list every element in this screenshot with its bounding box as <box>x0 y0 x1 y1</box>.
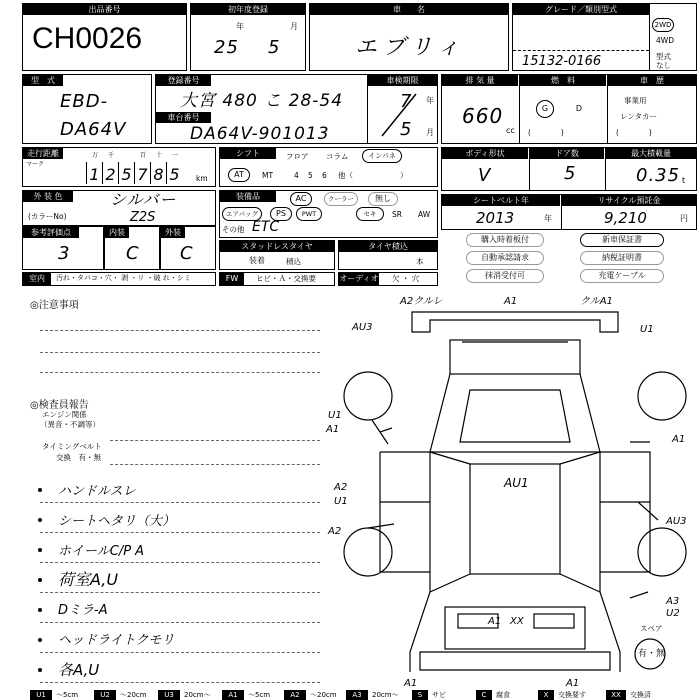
studless-load: 積込 <box>286 257 301 266</box>
spare-label: スペア <box>640 624 663 633</box>
legend-code: U3 <box>158 690 180 700</box>
equip-cooler: クーラー <box>324 192 358 206</box>
damage-note: U1 <box>328 410 342 421</box>
int-grade: C <box>126 243 140 264</box>
damage-note: A1 <box>672 434 686 445</box>
reg-no-label: 登録番号 <box>156 75 211 86</box>
first-reg-label: 初年度登録 <box>191 4 305 15</box>
grade-divider-h <box>513 50 649 51</box>
damage-note: U1 <box>640 324 654 335</box>
disp-label: 排 気 量 <box>442 75 518 86</box>
inspection-label: 車検期限 <box>368 75 437 86</box>
load-value: 0.35 <box>636 165 681 186</box>
load-label: 最大積載量 <box>606 148 696 159</box>
mileage-digit: 5 <box>166 162 182 184</box>
doc-pill-auto-approve: 自動承認請求 <box>466 251 544 265</box>
unit-ichi: 一 <box>172 152 179 159</box>
inspection-month-unit: 月 <box>426 128 434 137</box>
legend-desc: 20cm～ <box>372 691 399 699</box>
inspection-year: 7 <box>400 91 413 112</box>
spare-opts: 有・無 <box>638 649 666 659</box>
grade-label: グレード／類別型式 <box>513 4 649 15</box>
legend-code: A3 <box>346 690 368 700</box>
remark-bullet <box>38 488 42 492</box>
damage-note: AU3 <box>352 322 373 333</box>
equip-airbag: エアバッグ <box>222 207 262 221</box>
legend-code: U2 <box>94 690 116 700</box>
body-value: V <box>478 165 492 186</box>
report-line <box>40 682 320 683</box>
shift-4: 4 <box>294 171 299 180</box>
equip-label: 装備品 <box>220 191 276 202</box>
disp-value: 660 <box>462 104 504 128</box>
caution-title: ◎注意事項 <box>30 300 79 311</box>
unit-sen: 千 <box>108 152 115 159</box>
caution-line <box>40 352 320 353</box>
report-line <box>40 622 320 623</box>
doc-pill-cancel: 抹消受付可 <box>466 269 544 283</box>
remark: Dミラ-A <box>58 603 108 618</box>
legend-code: A1 <box>222 690 244 700</box>
shift-label: シフト <box>220 148 276 159</box>
damage-note: A2 <box>328 526 342 537</box>
shift-other-close: ） <box>400 171 408 180</box>
fuel-label: 燃 料 <box>520 75 606 86</box>
drive-4wd: 4WD <box>656 36 674 45</box>
drive-2wd: 2WD <box>652 18 674 32</box>
damage-note: A1 <box>326 424 340 435</box>
color-code: Z2S <box>130 210 156 225</box>
drive-none: 型式なし <box>656 52 671 70</box>
damage-note: A1 <box>488 616 502 627</box>
tire-load-value: 本 <box>416 257 424 266</box>
doors-label: ドア数 <box>530 148 604 159</box>
audio-opts: 欠 ・ 穴 <box>392 274 420 283</box>
seatbelt-unit: 年 <box>544 214 552 223</box>
fuel-g: G <box>536 100 554 118</box>
remark: ヘッドライトクモリ <box>58 633 175 648</box>
model-value-2: DA64V <box>60 119 127 140</box>
equip-ps: PS <box>270 207 292 221</box>
damage-note: A3 <box>666 596 680 607</box>
damage-note: A2 <box>334 482 348 493</box>
inspection-slash <box>378 90 418 140</box>
ref-grade-label: 参考評価点 <box>23 227 79 238</box>
recycle-label: リサイクル預託金 <box>562 195 696 206</box>
legend-desc: 交換済 <box>630 691 651 699</box>
seatbelt-value: 2013 <box>476 209 515 227</box>
interior-opts: 汚れ・タバコ・穴・ 剥 ・リ ・破 れ・シミ <box>56 274 191 282</box>
remark: シートヘタリ（大） <box>58 514 176 529</box>
equip-seki: セキ <box>356 207 384 221</box>
legend-code: U1 <box>30 690 52 700</box>
history-opt1: 事業用 <box>624 96 647 105</box>
equip-aw: AW <box>418 210 431 219</box>
shift-5: 5 <box>308 171 313 180</box>
fuel-paren: ( ) <box>528 128 564 137</box>
damage-note: AU1 <box>504 476 529 490</box>
unit-man: 万 <box>92 152 99 159</box>
unit-ju: 十 <box>156 152 163 159</box>
doc-pill-tax: 納税証明書 <box>580 251 664 265</box>
body-div2 <box>605 147 606 191</box>
ref-grade: 3 <box>58 243 71 264</box>
legend-desc: 20cm～ <box>184 691 211 699</box>
studless-mount: 装着 <box>249 256 265 265</box>
first-reg-month: 5 <box>268 37 281 58</box>
fw-opts: ヒビ・Ａ・交換要 <box>256 274 316 283</box>
inspector-title: ◎検査員報告 <box>30 400 89 411</box>
grade-value: 15132-0166 <box>522 54 602 69</box>
equip-ac: AC <box>290 192 312 206</box>
doc-pill-charge: 充電ケーブル <box>580 269 664 283</box>
color-value: シルバー <box>110 190 177 209</box>
chassis-value: DA64V-901013 <box>190 124 330 144</box>
remark-bullet <box>38 608 42 612</box>
model-value-1: EBD- <box>60 91 109 112</box>
report-line <box>40 562 320 563</box>
audio-label: オーディオ <box>339 274 379 283</box>
doors-value: 5 <box>564 163 577 184</box>
damage-note: U2 <box>666 608 680 619</box>
equip-none: 無し <box>368 192 398 206</box>
inspection-divider <box>367 74 368 144</box>
color-code-label: (カラーNo) <box>28 212 67 221</box>
first-reg-month-unit: 月 <box>290 22 298 31</box>
equip-pwt: PWT <box>296 207 322 221</box>
shift-floor: フロア <box>286 152 309 161</box>
inspection-year-unit: 年 <box>426 96 434 105</box>
first-reg-year-unit: 年 <box>236 22 244 31</box>
history-paren: ( ) <box>616 128 652 137</box>
legend-desc: 交換要す <box>558 691 586 699</box>
disp-unit: cc <box>506 126 515 135</box>
damage-note: XX <box>510 616 524 627</box>
timing-label: タイミングベルト <box>42 442 102 451</box>
mileage-digit: 1 <box>86 162 102 184</box>
tire-load-label: タイヤ積込 <box>339 241 437 252</box>
remark: ホイールC/P A <box>58 544 145 559</box>
studless-label: スタッドレスタイヤ <box>220 241 334 252</box>
car-name: エブリィ <box>355 35 466 60</box>
damage-note: A2クルレ <box>400 296 443 307</box>
legend-code: XX <box>606 690 626 700</box>
report-line <box>40 592 320 593</box>
legend-desc: ～5cm <box>248 691 271 699</box>
doc-pill-purchase: 購入時着板付 <box>466 233 544 247</box>
history-label: 車 歴 <box>608 75 696 86</box>
body-label: ボディ形状 <box>442 148 528 159</box>
disp-div2 <box>607 74 608 144</box>
seatbelt-label: シートベルト年 <box>442 195 560 206</box>
color-label: 外 装 色 <box>23 191 73 202</box>
legend-desc: 腐食 <box>496 691 510 699</box>
legend-code: X <box>538 690 554 700</box>
fw-label: FW <box>220 273 244 285</box>
remark: ハンドルスレ <box>58 484 136 499</box>
shift-6: 6 <box>322 171 327 180</box>
report-line <box>40 652 320 653</box>
caution-line <box>40 372 320 373</box>
engine-label: エンジン関係 <box>42 410 87 419</box>
legend-desc: ～20cm <box>310 691 337 699</box>
legend-desc: ～5cm <box>56 691 79 699</box>
engine-sub: （異音・不調等） <box>40 420 100 429</box>
mileage-digit: 5 <box>118 162 134 184</box>
first-reg-year: 25 <box>214 37 239 58</box>
shift-inpane: インパネ <box>362 149 402 163</box>
legend-desc: サビ <box>432 691 446 699</box>
legend-desc: ～20cm <box>120 691 147 699</box>
lot-label: 出品番号 <box>23 4 186 15</box>
recycle-value: 9,210 <box>604 209 647 227</box>
remark-bullet <box>38 578 42 582</box>
report-line <box>110 440 320 441</box>
report-line <box>40 502 320 503</box>
timing-opts: 交換 有・無 <box>56 453 101 462</box>
inspection-month: 5 <box>400 119 413 140</box>
recycle-unit: 円 <box>680 214 688 223</box>
remark: 荷室A,U <box>58 570 119 589</box>
equip-other-value: ETC <box>252 219 280 235</box>
grade-divider <box>649 3 650 71</box>
report-line <box>110 464 320 465</box>
legend-code: S <box>412 690 428 700</box>
mileage-digit: 8 <box>150 162 166 184</box>
mileage-sub: マーク <box>26 161 45 168</box>
remark-bullet <box>38 638 42 642</box>
shift-other: 他（ <box>338 171 353 180</box>
ext-label: 外装 <box>161 227 185 238</box>
ext-grade: C <box>180 243 194 264</box>
model-label: 型 式 <box>23 75 63 86</box>
mileage-digit: 7 <box>134 162 150 184</box>
car-name-label: 車 名 <box>310 4 508 15</box>
km-unit: km <box>196 174 208 183</box>
damage-note: クルA1 <box>580 296 613 307</box>
mileage-label: 走行距離 <box>23 148 63 159</box>
report-line <box>40 532 320 533</box>
interior-label: 室内 <box>23 273 51 285</box>
damage-note: AU3 <box>666 516 687 527</box>
shift-at: AT <box>228 168 250 182</box>
mileage-digit: 2 <box>102 162 118 184</box>
equip-sr: SR <box>392 210 402 219</box>
shift-column: コラム <box>326 152 349 161</box>
legend-code: C <box>476 690 492 700</box>
remark: 各A,U <box>58 661 100 679</box>
chassis-label: 車台番号 <box>156 112 211 123</box>
lot-number: CH0026 <box>32 22 143 55</box>
damage-note: A1 <box>566 678 580 689</box>
history-opt2: レンタカー <box>620 112 658 121</box>
remark-bullet <box>38 668 42 672</box>
damage-note: A1 <box>504 296 518 307</box>
damage-note: A1 <box>404 678 418 689</box>
equip-other-label: その他 <box>222 225 245 234</box>
caution-line <box>40 330 320 331</box>
int-label: 内装 <box>105 227 129 238</box>
load-unit: t <box>682 176 686 185</box>
disp-div1 <box>519 74 520 144</box>
body-div1 <box>529 147 530 191</box>
damage-note: U1 <box>334 496 348 507</box>
shift-mt: MT <box>262 171 274 180</box>
seatbelt-div <box>561 194 562 230</box>
remark-bullet <box>38 548 42 552</box>
fuel-d: D <box>575 104 583 113</box>
remark-bullet <box>38 518 42 522</box>
legend-code: A2 <box>284 690 306 700</box>
doc-pill-warranty: 新車保証書 <box>580 233 664 247</box>
reg-no-value: 大宮 480 こ 28-54 <box>180 91 344 111</box>
unit-hyaku: 百 <box>140 152 147 159</box>
